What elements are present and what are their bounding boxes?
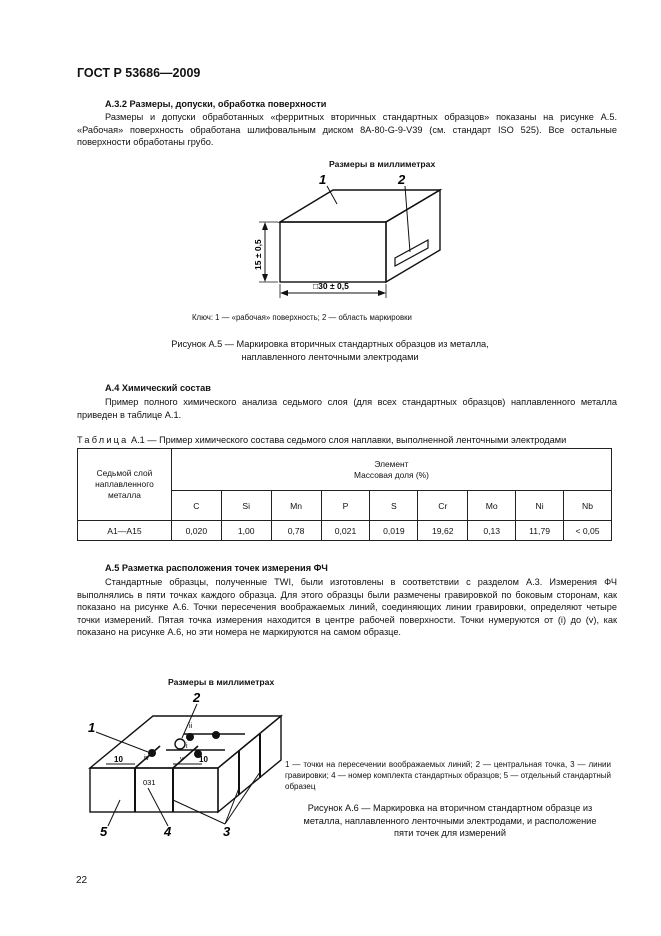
fig5-front-face	[280, 222, 386, 282]
fig6-label-1: 1	[88, 720, 96, 735]
table-caption-text: А.1 — Пример химического состава седьмого слоя наплавки, выполненной ленточными электродами	[131, 435, 567, 445]
fig5-leader-2	[405, 186, 410, 252]
fig5-height-label: 15 ± 0,5	[253, 239, 263, 270]
fig6-legend: 1 — точки на пересечении воображаемых линий; 2 — центральная точка, 3 — линии гравировки; 4 — номер комплекта стандартных образцов; 5 — отдельный стандартный образец	[285, 760, 611, 791]
document-header: ГОСТ Р 53686—2009	[77, 66, 201, 80]
table-caption-prefix: Таблица	[77, 435, 129, 445]
fig5-label-2: 2	[398, 172, 406, 187]
fig6-front-face	[90, 768, 218, 812]
fig5-marking-area	[395, 240, 428, 266]
table-row	[78, 521, 612, 541]
fig5-caption	[120, 338, 540, 363]
fig6-label-2: 2	[193, 690, 201, 705]
fig6-point	[212, 731, 220, 739]
table-row-header: Седьмой слой наплавленного металла	[78, 449, 172, 521]
fig6-point	[186, 733, 194, 741]
table-element-cell: Si	[221, 491, 271, 521]
fig6-dim-left: 10	[114, 755, 123, 764]
table-value-cell: 0,020	[171, 521, 221, 541]
fig6-label-5: 5	[100, 824, 108, 839]
table-value-cell: 0,019	[370, 521, 418, 541]
table-value-cell: 1,00	[221, 521, 271, 541]
table-element-cell: C	[171, 491, 221, 521]
fig6-marking-number: 031	[143, 778, 156, 787]
table-group-header	[171, 449, 611, 491]
table-value-cell: 0,13	[468, 521, 516, 541]
fig5-leader-1	[327, 186, 337, 204]
fig6-side-face	[218, 716, 281, 812]
section-a4-text: Пример полного химического анализа седьмого слоя (для всех стандартных образцов) наплавленного металла приведен в таблице А.1.	[77, 397, 617, 420]
section-a5-text: Стандартные образцы, полученные TWI, были изготовлены в соответствии с разделом А.3. Измерения ФЧ выполнялись в пяти точках каждого образца. Для этого образцы были размечены гравировкой по боковым сторонам, как показано на рисунке А.6. Точки пересечения воображаемых линий, соединяющих линии гравировки, определяют четыре точки измерений. Пятая точка измерения находится в центре рабочей поверхности. Точки нумеруются от (i) до (v), как показано на рисунке А.6, но эти номера не маркируются на самом образце.	[77, 577, 617, 638]
table-value-cell: 0,021	[321, 521, 370, 541]
fig5-label-1: 1	[319, 172, 327, 187]
fig6-caption-line2: металла, наплавленного ленточными электродами, и расположение	[303, 815, 597, 826]
section-a5-title: А.5 Разметка расположения точек измерения ФЧ	[105, 563, 328, 573]
fig6-label-iv: iv	[144, 755, 150, 762]
section-a4-title: А.4 Химический состав	[105, 383, 211, 393]
fig6-block-drawing	[80, 690, 290, 840]
fig6-dim-right: 10	[199, 755, 208, 764]
table-element-cell: P	[321, 491, 370, 521]
fig6-label-v: v	[180, 756, 184, 763]
table-value-cell: 11,79	[516, 521, 564, 541]
fig5-side-face	[386, 190, 440, 282]
table-element-cell: Cr	[418, 491, 468, 521]
fig6-label-ii: ii	[189, 723, 193, 730]
table-element-cell: Mo	[468, 491, 516, 521]
fig5-block-drawing	[245, 172, 455, 302]
table-group-header-1: Элемент	[374, 458, 409, 469]
fig6-label-3: 3	[223, 824, 231, 839]
table-row-label: А1—А15	[78, 521, 172, 541]
fig5-top-face	[280, 190, 440, 222]
table-element-cell: Ni	[516, 491, 564, 521]
table-element-cell: Mn	[271, 491, 321, 521]
composition-table	[77, 448, 612, 541]
table-element-cell: Nb	[564, 491, 612, 521]
fig6-caption-line3: пяти точек для измерений	[394, 828, 506, 839]
fig6-units: Размеры в миллиметрах	[168, 677, 275, 687]
page-number: 22	[76, 875, 88, 886]
fig6-label-i: i	[186, 743, 188, 750]
fig5-caption-line1: Рисунок А.5 — Маркировка вторичных стандартных образцов из металла,	[171, 339, 489, 349]
table-value-cell: 19,62	[418, 521, 468, 541]
table-value-cell: 0,78	[271, 521, 321, 541]
table-group-header-2: Массовая доля (%)	[354, 469, 429, 480]
fig5-units: Размеры в миллиметрах	[329, 159, 436, 169]
fig5-caption-line2: наплавленного ленточными электродами	[241, 351, 419, 362]
table-caption	[77, 434, 637, 447]
fig5-width-label: □30 ± 0,5	[313, 281, 349, 291]
section-a32-text: Размеры и допуски обработанных «ферритных вторичных стандартных образцов» показаны на рисунке А.5. «Рабочая» поверхность обработана шлифовальным диском 8А-80-G-9-V39 (см. стандарт ISO 525). Все остальные поверхности обработаны грубо.	[77, 112, 617, 148]
fig6-label-4: 4	[164, 824, 172, 839]
fig6-caption-line1: Рисунок А.6 — Маркировка на вторичном стандартном образце из	[307, 803, 593, 813]
fig6-center-point	[175, 739, 185, 749]
table-value-cell: < 0,05	[564, 521, 612, 541]
section-a32-title: А.3.2 Размеры, допуски, обработка поверхности	[105, 99, 327, 109]
table-element-cell: S	[370, 491, 418, 521]
fig5-key: Ключ: 1 — «рабочая» поверхность; 2 — область маркировки	[192, 313, 412, 322]
fig6-point	[148, 749, 156, 757]
fig6-caption	[285, 802, 615, 840]
